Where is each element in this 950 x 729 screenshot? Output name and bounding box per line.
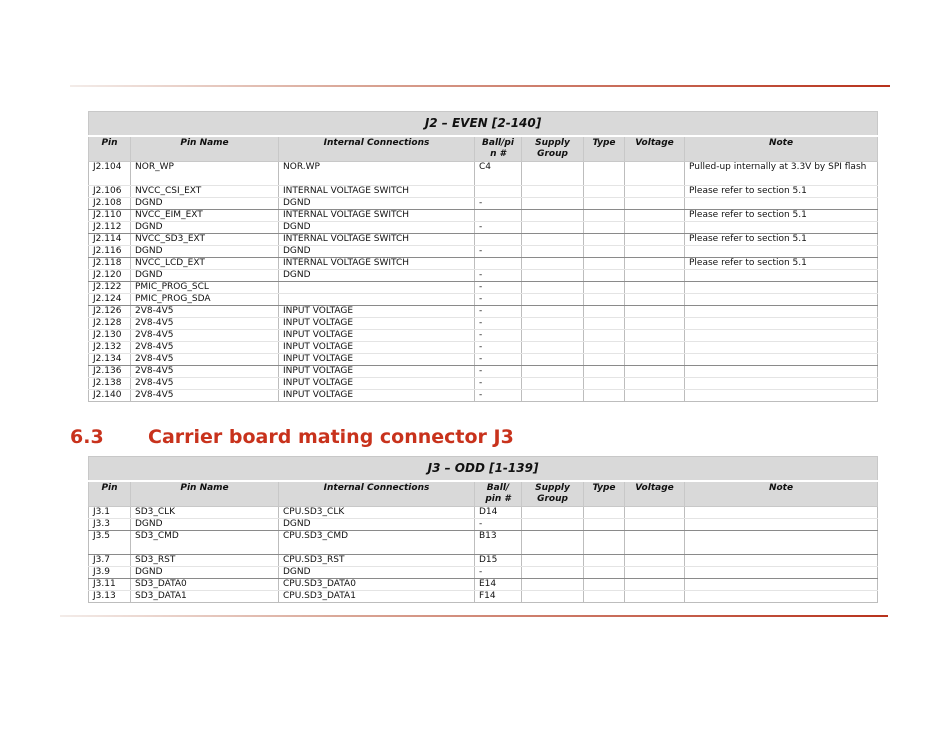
table-cell	[522, 198, 584, 210]
table-cell	[625, 531, 685, 555]
table-cell: J2.126	[89, 306, 131, 318]
table-cell	[685, 318, 878, 330]
table-cell	[625, 342, 685, 354]
table-cell: DGND	[279, 519, 475, 531]
table-row	[89, 591, 878, 603]
table-cell: NVCC_LCD_EXT	[131, 258, 279, 270]
table-cell: C4	[475, 162, 522, 186]
table-cell: INPUT VOLTAGE	[279, 390, 475, 402]
column-header: Pin	[89, 481, 131, 507]
column-header: Ball/ pin #	[475, 481, 522, 507]
table-cell: NOR.WP	[279, 162, 475, 186]
table-cell	[685, 567, 878, 579]
table-cell: J2.138	[89, 378, 131, 390]
table-cell: F14	[475, 591, 522, 603]
table-cell	[522, 186, 584, 198]
table-cell: -	[475, 246, 522, 258]
table-cell	[584, 270, 625, 282]
table-cell: J2.130	[89, 330, 131, 342]
column-header: Supply Group	[522, 136, 584, 162]
table-cell: DGND	[131, 222, 279, 234]
table-cell	[625, 198, 685, 210]
table-cell: 2V8-4V5	[131, 330, 279, 342]
table-row	[89, 318, 878, 330]
table-cell: B13	[475, 531, 522, 555]
table-cell: J3.1	[89, 507, 131, 519]
table-cell: -	[475, 294, 522, 306]
table-cell	[522, 555, 584, 567]
section-number: 6.3	[70, 426, 104, 448]
table-row	[89, 567, 878, 579]
table-cell	[685, 222, 878, 234]
section-title: Carrier board mating connector J3	[148, 426, 514, 448]
table-cell: 2V8-4V5	[131, 318, 279, 330]
table-cell: PMIC_PROG_SCL	[131, 282, 279, 294]
table-cell: J2.122	[89, 282, 131, 294]
table-cell	[584, 222, 625, 234]
table-cell: 2V8-4V5	[131, 354, 279, 366]
table-cell: Pulled-up internally at 3.3V by SPI flash	[685, 162, 878, 186]
table-cell: J2.128	[89, 318, 131, 330]
table-cell	[584, 234, 625, 246]
column-header: Supply Group	[522, 481, 584, 507]
table-cell: -	[475, 354, 522, 366]
table-row	[89, 555, 878, 567]
table-cell	[625, 519, 685, 531]
table-cell: DGND	[131, 270, 279, 282]
table-cell	[685, 354, 878, 366]
table-cell: J3.9	[89, 567, 131, 579]
table-cell	[584, 258, 625, 270]
table-cell	[475, 186, 522, 198]
column-header: Voltage	[625, 481, 685, 507]
table-cell	[625, 354, 685, 366]
table-cell: -	[475, 330, 522, 342]
table-cell	[522, 210, 584, 222]
table-cell: J2.136	[89, 366, 131, 378]
table-cell	[625, 210, 685, 222]
table-cell	[522, 258, 584, 270]
table-cell: NVCC_EIM_EXT	[131, 210, 279, 222]
table-cell: Please refer to section 5.1	[685, 234, 878, 246]
table-cell: J2.106	[89, 186, 131, 198]
table-cell	[584, 378, 625, 390]
table-cell: DGND	[131, 246, 279, 258]
table-cell	[522, 390, 584, 402]
table-cell	[584, 579, 625, 591]
table-cell	[475, 258, 522, 270]
table-cell: J2.112	[89, 222, 131, 234]
table-cell	[584, 318, 625, 330]
table-cell: INPUT VOLTAGE	[279, 330, 475, 342]
table-cell	[625, 366, 685, 378]
table-cell	[522, 270, 584, 282]
table-cell	[584, 282, 625, 294]
table-cell	[522, 531, 584, 555]
table-cell	[625, 294, 685, 306]
table-cell	[279, 282, 475, 294]
table-cell	[685, 390, 878, 402]
column-header: Internal Connections	[279, 136, 475, 162]
table-cell	[625, 186, 685, 198]
table-cell: -	[475, 318, 522, 330]
table-row	[89, 162, 878, 186]
table-cell	[584, 567, 625, 579]
table-cell: E14	[475, 579, 522, 591]
section-heading	[70, 426, 514, 448]
footer-rule	[60, 615, 888, 617]
table-cell: J2.120	[89, 270, 131, 282]
table-row	[89, 294, 878, 306]
j2-pin-table	[88, 111, 878, 402]
table-cell: -	[475, 198, 522, 210]
table-row	[89, 579, 878, 591]
table-cell	[685, 246, 878, 258]
table-cell: -	[475, 282, 522, 294]
table-row	[89, 366, 878, 378]
table-row	[89, 246, 878, 258]
table-cell: J3.11	[89, 579, 131, 591]
table-cell: -	[475, 342, 522, 354]
table-cell: -	[475, 366, 522, 378]
table-row	[89, 186, 878, 198]
table-cell: SD3_RST	[131, 555, 279, 567]
table-cell: NVCC_SD3_EXT	[131, 234, 279, 246]
table-cell	[584, 591, 625, 603]
table-row	[89, 342, 878, 354]
table-cell: DGND	[131, 198, 279, 210]
table-cell: INTERNAL VOLTAGE SWITCH	[279, 258, 475, 270]
table-cell	[522, 318, 584, 330]
table-cell	[584, 186, 625, 198]
header-rule	[70, 85, 890, 87]
table-cell	[522, 354, 584, 366]
table-cell: DGND	[279, 270, 475, 282]
table-cell	[584, 555, 625, 567]
column-header: Internal Connections	[279, 481, 475, 507]
table-cell: J3.7	[89, 555, 131, 567]
table-cell: SD3_CMD	[131, 531, 279, 555]
column-header: Ball/pi n #	[475, 136, 522, 162]
table-cell	[522, 330, 584, 342]
table-cell	[625, 567, 685, 579]
table-cell: -	[475, 519, 522, 531]
table-row	[89, 258, 878, 270]
table-cell: INPUT VOLTAGE	[279, 366, 475, 378]
table-row	[89, 282, 878, 294]
table-cell	[625, 318, 685, 330]
table-row	[89, 378, 878, 390]
table-cell	[625, 258, 685, 270]
table-row	[89, 270, 878, 282]
column-header: Pin Name	[131, 481, 279, 507]
table-cell	[685, 507, 878, 519]
table-row	[89, 390, 878, 402]
table-cell: -	[475, 270, 522, 282]
table-cell	[685, 306, 878, 318]
j3-pin-table	[88, 456, 878, 603]
table-row	[89, 234, 878, 246]
table-cell	[475, 234, 522, 246]
table-cell: -	[475, 378, 522, 390]
table-cell	[625, 162, 685, 186]
table-cell	[625, 270, 685, 282]
table-cell	[685, 579, 878, 591]
table-cell	[522, 591, 584, 603]
table-cell: CPU.SD3_CLK	[279, 507, 475, 519]
table-cell	[475, 210, 522, 222]
table-cell: INPUT VOLTAGE	[279, 378, 475, 390]
table-cell	[522, 246, 584, 258]
column-header: Voltage	[625, 136, 685, 162]
table-cell: J2.116	[89, 246, 131, 258]
j2-header-row	[89, 136, 878, 162]
table-cell: J2.114	[89, 234, 131, 246]
table-cell: INPUT VOLTAGE	[279, 318, 475, 330]
table-cell: DGND	[131, 567, 279, 579]
table-cell: INPUT VOLTAGE	[279, 306, 475, 318]
table-cell	[625, 330, 685, 342]
table-cell: J2.104	[89, 162, 131, 186]
table-cell	[522, 342, 584, 354]
table-cell: DGND	[279, 222, 475, 234]
table-cell	[685, 342, 878, 354]
table-cell: J2.110	[89, 210, 131, 222]
column-header: Pin	[89, 136, 131, 162]
table-cell	[522, 162, 584, 186]
table-row	[89, 306, 878, 318]
table-cell: INTERNAL VOLTAGE SWITCH	[279, 210, 475, 222]
table-cell: Please refer to section 5.1	[685, 210, 878, 222]
table-cell: 2V8-4V5	[131, 342, 279, 354]
table-cell: -	[475, 222, 522, 234]
column-header: Pin Name	[131, 136, 279, 162]
table-cell: -	[475, 567, 522, 579]
table-cell	[584, 531, 625, 555]
table-cell	[625, 555, 685, 567]
column-header: Type	[584, 136, 625, 162]
table-cell: DGND	[131, 519, 279, 531]
table-cell: DGND	[279, 246, 475, 258]
table-cell	[522, 567, 584, 579]
table-cell	[685, 366, 878, 378]
table-cell	[279, 294, 475, 306]
table-cell: J2.124	[89, 294, 131, 306]
table-cell	[584, 354, 625, 366]
table-cell	[584, 366, 625, 378]
j3-header-row	[89, 481, 878, 507]
table-cell: J2.108	[89, 198, 131, 210]
table-cell	[685, 270, 878, 282]
column-header: Type	[584, 481, 625, 507]
table-cell	[584, 294, 625, 306]
table-cell: J2.134	[89, 354, 131, 366]
table-cell	[522, 519, 584, 531]
table-cell: INTERNAL VOLTAGE SWITCH	[279, 234, 475, 246]
table-cell	[522, 507, 584, 519]
table-cell	[522, 234, 584, 246]
table-cell	[625, 507, 685, 519]
table-cell	[522, 378, 584, 390]
table-cell	[685, 294, 878, 306]
table-cell	[685, 378, 878, 390]
table-cell: CPU.SD3_CMD	[279, 531, 475, 555]
table-cell	[625, 234, 685, 246]
table-cell: SD3_DATA1	[131, 591, 279, 603]
table-cell	[685, 531, 878, 555]
table-cell	[584, 342, 625, 354]
table-cell: J2.118	[89, 258, 131, 270]
table-cell: NOR_WP	[131, 162, 279, 186]
table-row	[89, 519, 878, 531]
table-cell: Please refer to section 5.1	[685, 186, 878, 198]
table-cell: 2V8-4V5	[131, 366, 279, 378]
table-cell: 2V8-4V5	[131, 306, 279, 318]
table-cell: CPU.SD3_RST	[279, 555, 475, 567]
table-cell	[685, 519, 878, 531]
table-cell: Please refer to section 5.1	[685, 258, 878, 270]
table-cell: 2V8-4V5	[131, 390, 279, 402]
j3-table-title: J3 – ODD [1-139]	[89, 457, 878, 482]
table-row	[89, 222, 878, 234]
table-cell	[584, 162, 625, 186]
table-cell	[625, 579, 685, 591]
table-row	[89, 354, 878, 366]
table-row	[89, 507, 878, 519]
table-cell: INPUT VOLTAGE	[279, 354, 475, 366]
table-cell	[685, 282, 878, 294]
table-cell	[625, 222, 685, 234]
table-cell	[584, 198, 625, 210]
table-cell	[625, 390, 685, 402]
table-cell	[522, 366, 584, 378]
column-header: Note	[685, 136, 878, 162]
table-cell: DGND	[279, 198, 475, 210]
table-cell: INTERNAL VOLTAGE SWITCH	[279, 186, 475, 198]
table-cell: J2.132	[89, 342, 131, 354]
table-cell	[584, 519, 625, 531]
table-cell	[522, 306, 584, 318]
table-row	[89, 198, 878, 210]
table-cell	[625, 282, 685, 294]
j2-table-title: J2 – EVEN [2-140]	[89, 112, 878, 137]
table-cell	[625, 306, 685, 318]
table-cell	[584, 390, 625, 402]
table-cell	[685, 591, 878, 603]
table-cell	[522, 579, 584, 591]
table-cell: INPUT VOLTAGE	[279, 342, 475, 354]
table-cell	[625, 246, 685, 258]
table-cell	[522, 294, 584, 306]
table-cell	[625, 591, 685, 603]
table-cell: -	[475, 306, 522, 318]
table-cell: SD3_CLK	[131, 507, 279, 519]
table-cell: CPU.SD3_DATA1	[279, 591, 475, 603]
table-cell	[584, 210, 625, 222]
table-cell: SD3_DATA0	[131, 579, 279, 591]
table-row	[89, 210, 878, 222]
table-cell: PMIC_PROG_SDA	[131, 294, 279, 306]
table-cell: NVCC_CSI_EXT	[131, 186, 279, 198]
table-cell: DGND	[279, 567, 475, 579]
table-cell	[685, 330, 878, 342]
table-cell	[522, 222, 584, 234]
table-row	[89, 330, 878, 342]
table-row	[89, 531, 878, 555]
table-cell	[685, 198, 878, 210]
table-cell	[522, 282, 584, 294]
table-cell	[685, 555, 878, 567]
table-cell: J3.13	[89, 591, 131, 603]
table-cell: 2V8-4V5	[131, 378, 279, 390]
table-cell: J2.140	[89, 390, 131, 402]
table-cell: -	[475, 390, 522, 402]
table-cell: J3.5	[89, 531, 131, 555]
table-cell: D14	[475, 507, 522, 519]
table-cell: CPU.SD3_DATA0	[279, 579, 475, 591]
table-cell: D15	[475, 555, 522, 567]
table-cell	[584, 306, 625, 318]
table-cell: J3.3	[89, 519, 131, 531]
column-header: Note	[685, 481, 878, 507]
table-cell	[584, 330, 625, 342]
table-cell	[584, 246, 625, 258]
table-cell	[584, 507, 625, 519]
table-cell	[625, 378, 685, 390]
